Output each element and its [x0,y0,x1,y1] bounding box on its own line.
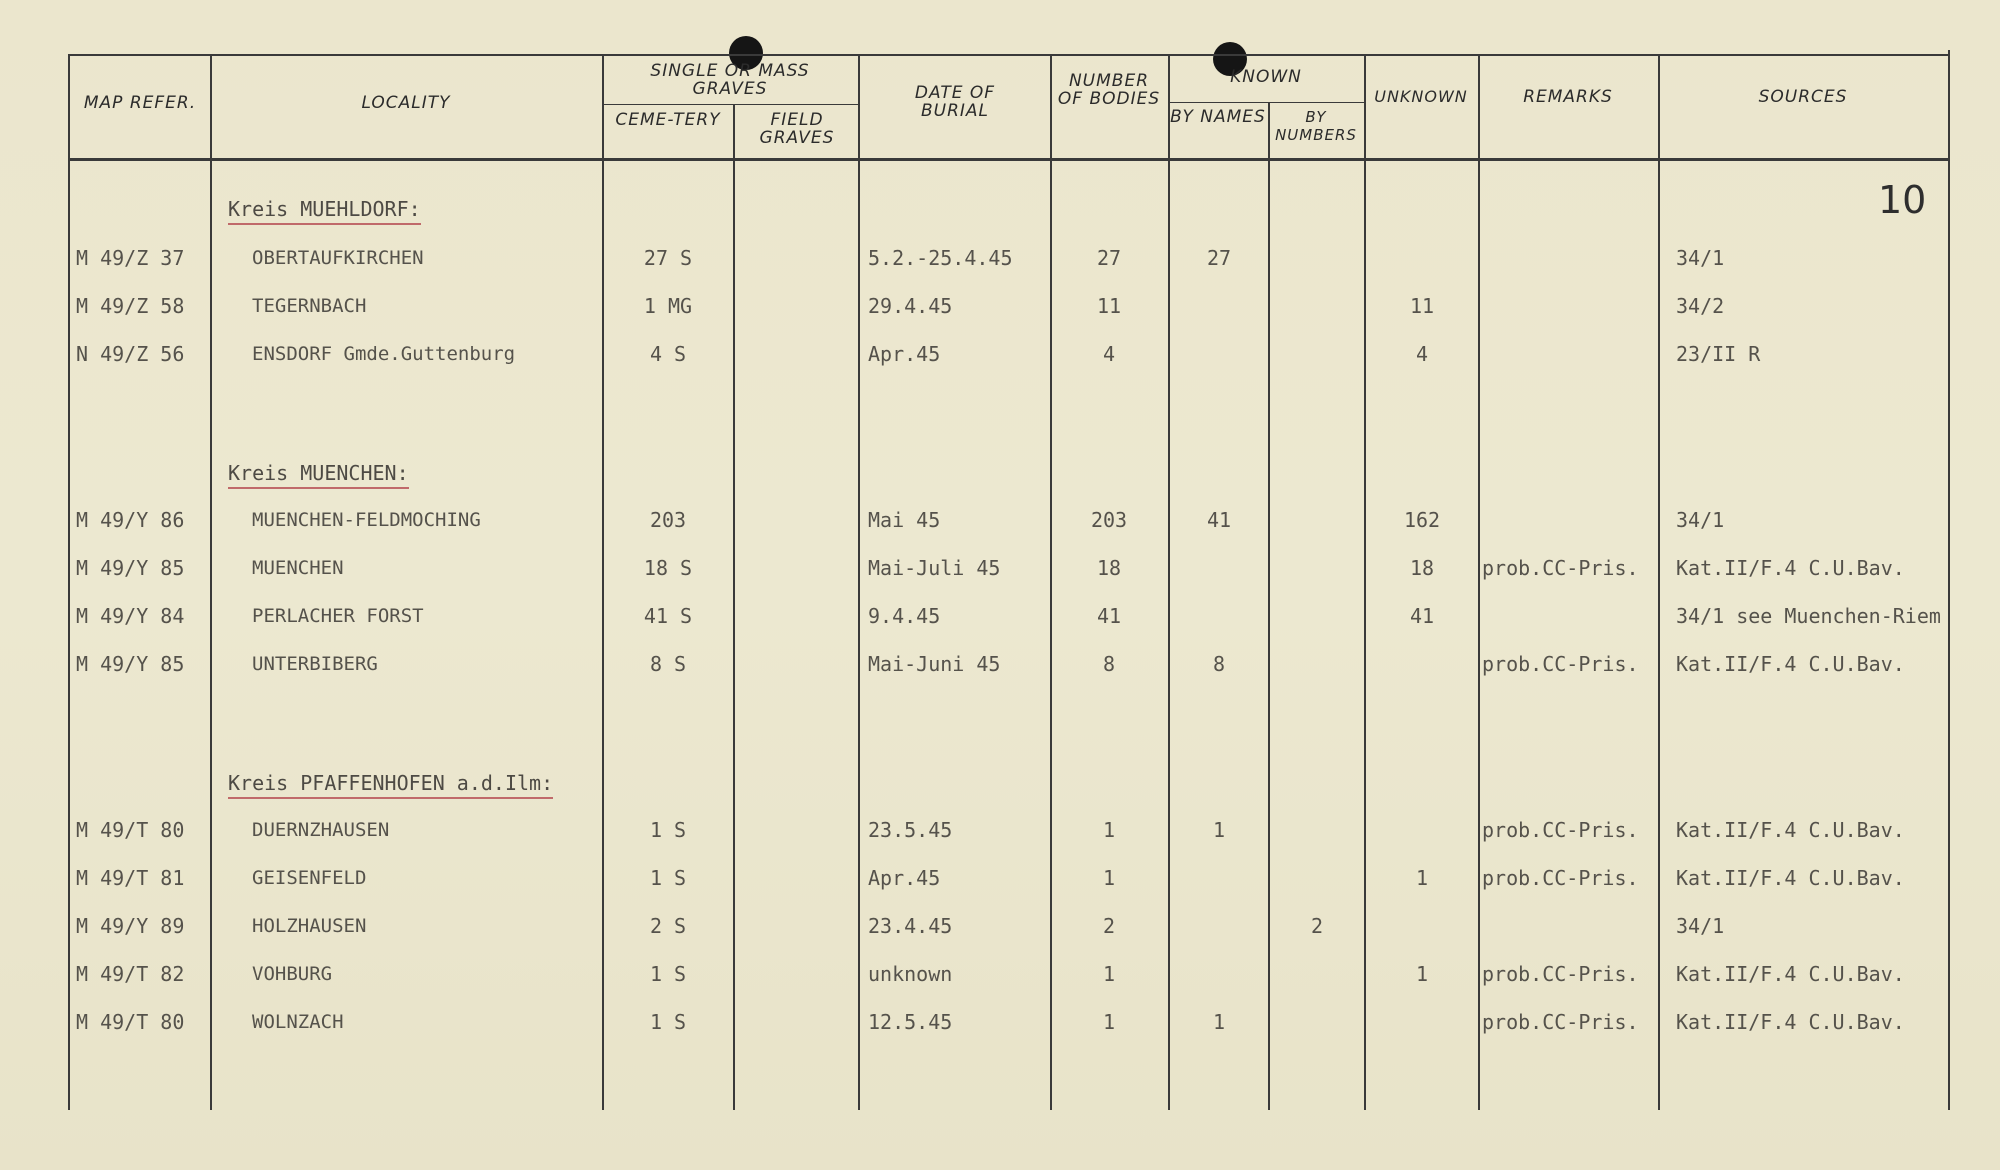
cell-map-refer: M 49/Y 89 [76,914,185,938]
cell-date-of-burial: 5.2.-25.4.45 [868,246,1013,270]
cell-remarks: prob.CC-Pris. [1482,1010,1639,1034]
cell-by-names: 27 [1206,246,1232,270]
cell-date-of-burial: Apr.45 [868,866,941,890]
cell-date-of-burial: 29.4.45 [868,294,953,318]
cell-date-of-burial: 23.5.45 [868,818,953,842]
column-divider [1948,50,1950,1110]
cell-map-refer: M 49/T 80 [76,1010,185,1034]
cell-cemetery: 1 S [649,1010,687,1034]
cell-map-refer: M 49/Y 85 [76,652,185,676]
cell-map-refer: N 49/Z 56 [76,342,185,366]
cell-date-of-burial: unknown [868,962,953,986]
cell-remarks: prob.CC-Pris. [1482,866,1639,890]
cell-locality: GEISENFELD [252,867,367,889]
graves-subheader-line [602,104,858,105]
cell-sources: 34/1 [1676,246,1725,270]
cell-unknown: 1 [1415,866,1429,890]
cell-date-of-burial: Apr.45 [868,342,941,366]
cell-sources: 34/1 [1676,508,1725,532]
cell-locality: OBERTAUFKIRCHEN [252,247,424,269]
column-divider [68,54,70,1110]
cell-number-of-bodies: 2 [1102,914,1116,938]
header-number-of-bodies: NUMBER OF BODIES [1057,71,1161,109]
section-heading-kreis: Kreis PFAFFENHOFEN a.d.Ilm: [228,772,553,799]
cell-locality: TEGERNBACH [252,295,367,317]
cell-remarks: prob.CC-Pris. [1482,652,1639,676]
cell-sources: 34/1 [1676,914,1725,938]
cell-cemetery: 1 MG [643,294,693,318]
cell-date-of-burial: Mai 45 [868,508,941,532]
column-divider [1364,54,1366,1110]
header-bottom-border [68,158,1950,161]
cell-map-refer: M 49/Z 37 [76,246,185,270]
column-divider [210,54,212,1110]
cell-locality: MUENCHEN [252,557,344,579]
header-sources: SOURCES [1758,87,1848,107]
column-divider [1658,54,1660,1110]
cell-sources: Kat.II/F.4 C.U.Bav. [1676,866,1905,890]
cell-sources: Kat.II/F.4 C.U.Bav. [1676,556,1905,580]
cell-map-refer: M 49/T 81 [76,866,185,890]
cell-locality: ENSDORF Gmde.Guttenburg [252,343,516,365]
cell-sources: Kat.II/F.4 C.U.Bav. [1676,652,1905,676]
cell-number-of-bodies: 1 [1102,818,1116,842]
cell-map-refer: M 49/T 80 [76,818,185,842]
cell-locality: PERLACHER FORST [252,605,424,627]
cell-date-of-burial: 12.5.45 [868,1010,953,1034]
header-known: KNOWN [1230,67,1302,87]
cell-by-names: 8 [1212,652,1226,676]
cell-number-of-bodies: 4 [1102,342,1116,366]
cell-unknown: 1 [1415,962,1429,986]
cell-locality: MUENCHEN-FELDMOCHING [252,509,481,531]
cell-by-names: 1 [1212,1010,1226,1034]
column-divider [1268,102,1270,1110]
header-field-graves: FIELD GRAVES [759,110,835,148]
cell-unknown: 18 [1409,556,1435,580]
header-locality: LOCALITY [361,93,451,113]
section-heading-kreis: Kreis MUEHLDORF: [228,198,421,225]
column-divider [1168,54,1170,1110]
cell-remarks: prob.CC-Pris. [1482,818,1639,842]
column-divider [858,54,860,1110]
cell-locality: VOHBURG [252,963,333,985]
cell-sources: 34/2 [1676,294,1725,318]
header-remarks: REMARKS [1523,87,1613,107]
cell-cemetery: 203 [649,508,687,532]
cell-sources: 34/1 see Muenchen-Riem [1676,604,1941,628]
cell-cemetery: 8 S [649,652,687,676]
cell-date-of-burial: Mai-Juli 45 [868,556,1001,580]
cell-sources: 23/II R [1676,342,1761,366]
cell-by-names: 1 [1212,818,1226,842]
cell-number-of-bodies: 203 [1090,508,1128,532]
cell-locality: HOLZHAUSEN [252,915,367,937]
cell-cemetery: 1 S [649,962,687,986]
cell-number-of-bodies: 11 [1096,294,1122,318]
cell-date-of-burial: Mai-Juni 45 [868,652,1001,676]
cell-number-of-bodies: 1 [1102,866,1116,890]
cell-locality: UNTERBIBERG [252,653,378,675]
cell-locality: DUERNZHAUSEN [252,819,390,841]
cell-number-of-bodies: 8 [1102,652,1116,676]
column-divider [733,104,735,1110]
cell-cemetery: 1 S [649,866,687,890]
cell-map-refer: M 49/Y 84 [76,604,185,628]
header-date-of-burial: DATE OF BURIAL [914,83,996,121]
cell-sources: Kat.II/F.4 C.U.Bav. [1676,1010,1905,1034]
column-divider [1050,54,1052,1110]
cell-map-refer: M 49/Z 58 [76,294,185,318]
header-single-or-mass: SINGLE OR MASS GRAVES [650,61,810,99]
cell-unknown: 11 [1409,294,1435,318]
cell-cemetery: 1 S [649,818,687,842]
cell-remarks: prob.CC-Pris. [1482,962,1639,986]
cell-cemetery: 27 S [643,246,693,270]
header-map-refer: MAP REFER. [83,93,197,113]
cell-map-refer: M 49/Y 86 [76,508,185,532]
cell-cemetery: 41 S [643,604,693,628]
header-by-names: BY NAMES [1170,107,1266,127]
header-unknown: UNKNOWN [1374,87,1468,106]
cell-number-of-bodies: 1 [1102,962,1116,986]
cell-number-of-bodies: 27 [1096,246,1122,270]
column-divider [1478,54,1480,1110]
cell-cemetery: 18 S [643,556,693,580]
cell-number-of-bodies: 1 [1102,1010,1116,1034]
table-top-border [68,54,1950,56]
page-number: 10 [1878,178,1927,222]
cell-cemetery: 4 S [649,342,687,366]
cell-unknown: 41 [1409,604,1435,628]
cell-sources: Kat.II/F.4 C.U.Bav. [1676,962,1905,986]
cell-locality: WOLNZACH [252,1011,344,1033]
cell-remarks: prob.CC-Pris. [1482,556,1639,580]
cell-date-of-burial: 23.4.45 [868,914,953,938]
cell-number-of-bodies: 41 [1096,604,1122,628]
section-heading-kreis: Kreis MUENCHEN: [228,462,409,489]
cell-date-of-burial: 9.4.45 [868,604,941,628]
cell-map-refer: M 49/T 82 [76,962,185,986]
cell-unknown: 162 [1403,508,1441,532]
column-divider [602,54,604,1110]
cell-unknown: 4 [1415,342,1429,366]
cell-map-refer: M 49/Y 85 [76,556,185,580]
cell-by-numbers: 2 [1310,914,1324,938]
header-cemetery: CEME-TERY [615,110,721,130]
cell-number-of-bodies: 18 [1096,556,1122,580]
known-subheader-line [1168,102,1364,103]
header-by-numbers: BY NUMBERS [1275,108,1357,144]
cell-cemetery: 2 S [649,914,687,938]
cell-by-names: 41 [1206,508,1232,532]
cell-sources: Kat.II/F.4 C.U.Bav. [1676,818,1905,842]
